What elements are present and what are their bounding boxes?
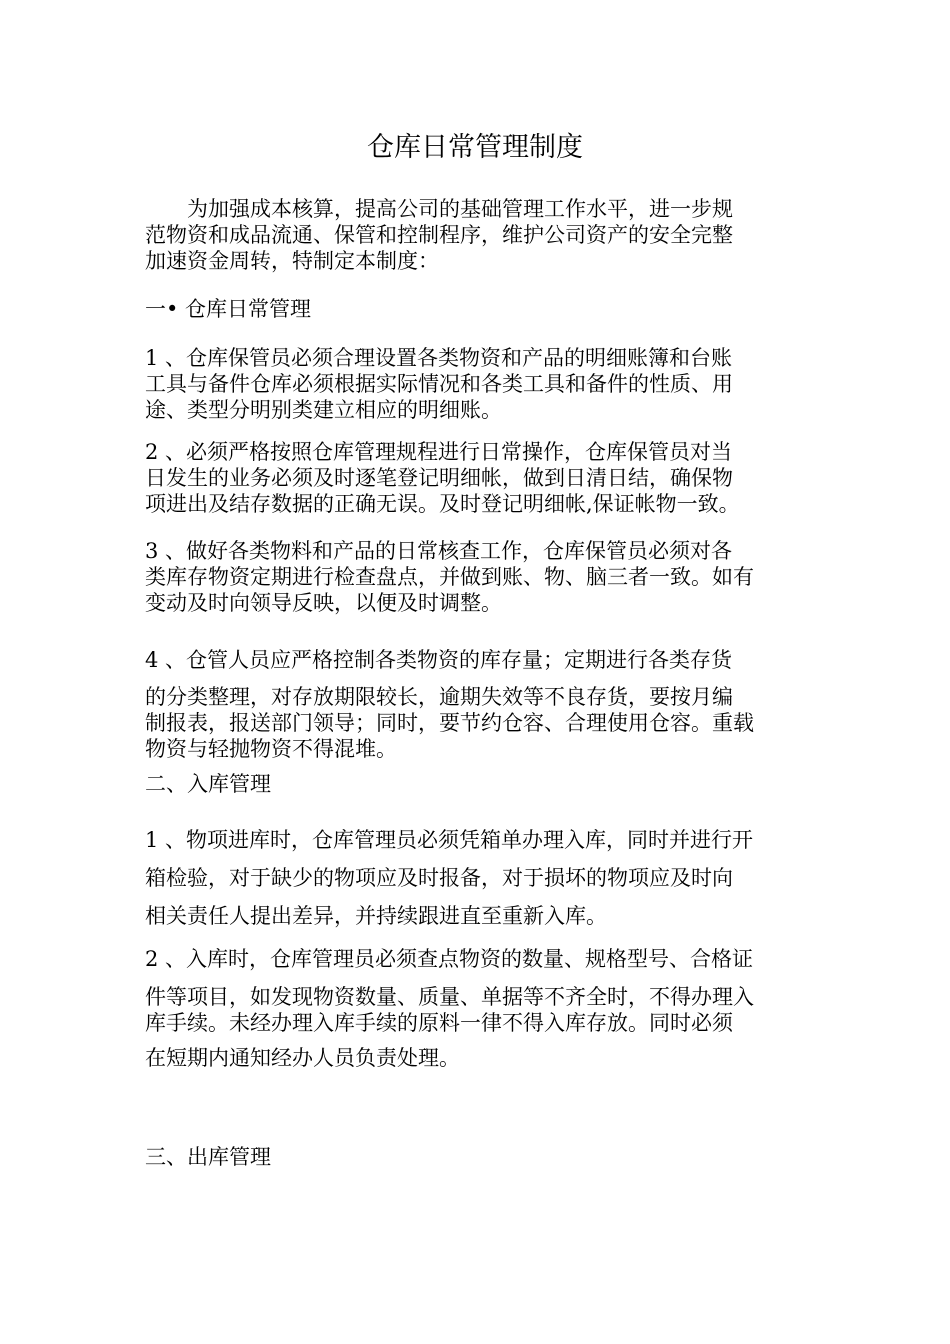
item-line: 变动及时向领导反映，以便及时调整。 [145,591,502,615]
item-line: 3 、做好各类物料和产品的日常核查工作，仓库保管员必须对各 [145,539,733,563]
section-heading-outbound: 三、出库管理 [145,1145,271,1169]
item-line: 1 、物项进库时，仓库管理员必须凭箱单办理入库，同时并进行开 [145,828,754,852]
intro-line: 范物资和成品流通、保管和控制程序，维护公司资产的安全完整 [145,223,733,247]
item-line: 件等项目，如发现物资数量、质量、单据等不齐全时，不得办理入 [145,985,754,1009]
section-heading-daily-management: 一• 仓库日常管理 [145,297,312,321]
intro-paragraph [145,196,810,274]
item-line: 日发生的业务必须及时逐笔登记明细帐，做到日清日结，确保物 [145,466,733,490]
item-line: 的分类整理，对存放期限较长，逾期失效等不良存货，要按月编 [145,685,733,709]
item-line: 制报表，报送部门领导；同时，要节约仓容、合理使用仓容。重载 [145,711,754,735]
intro-line: 为加强成本核算，提高公司的基础管理工作水平，进一步规 [145,197,733,221]
intro-line: 加速资金周转，特制定本制度： [145,249,439,273]
item-line: 途、类型分明别类建立相应的明细账。 [145,398,502,422]
item-line: 4 、仓管人员应严格控制各类物资的库存量；定期进行各类存货 [145,648,733,672]
section1-item-1 [145,345,810,423]
section-heading-inbound: 二、入库管理 [145,772,271,796]
section2-item-1 [145,821,810,935]
item-line: 2 、必须严格按照仓库管理规程进行日常操作，仓库保管员对当 [145,440,733,464]
item-line: 2 、入库时，仓库管理员必须查点物资的数量、规格型号、合格证 [145,947,754,971]
item-line: 1 、仓库保管员必须合理设置各类物资和产品的明细账簿和台账 [145,346,733,370]
section1-item-2 [145,439,810,517]
section1-item-3 [145,538,810,616]
section2-item-2-end [145,1045,810,1071]
item-line: 库手续。未经办理入库手续的原料一律不得入库存放。同时必须 [145,1011,733,1035]
item-line: 类库存物资定期进行检查盘点，并做到账、物、脑三者一致。如有 [145,565,754,589]
document-title: 仓库日常管理制度 [367,132,583,163]
item-line: 项进出及结存数据的正确无误。及时登记明细帐,保证帐物一致。 [145,492,740,516]
section1-item-4 [145,647,810,673]
item-line: 工具与备件仓库必须根据实际情况和各类工具和备件的性质、用 [145,372,733,396]
item-line: 相关责任人提出差异，并持续跟进直至重新入库。 [145,904,607,928]
section2-item-2 [145,946,810,972]
item-line: 在短期内通知经办人员负责处理。 [145,1046,460,1070]
item-line: 物资与轻抛物资不得混堆。 [145,737,397,761]
section2-item-2-continued [145,984,810,1036]
section1-item-4-continued [145,684,810,762]
item-line: 箱检验，对于缺少的物项应及时报备，对于损坏的物项应及时向 [145,866,733,890]
